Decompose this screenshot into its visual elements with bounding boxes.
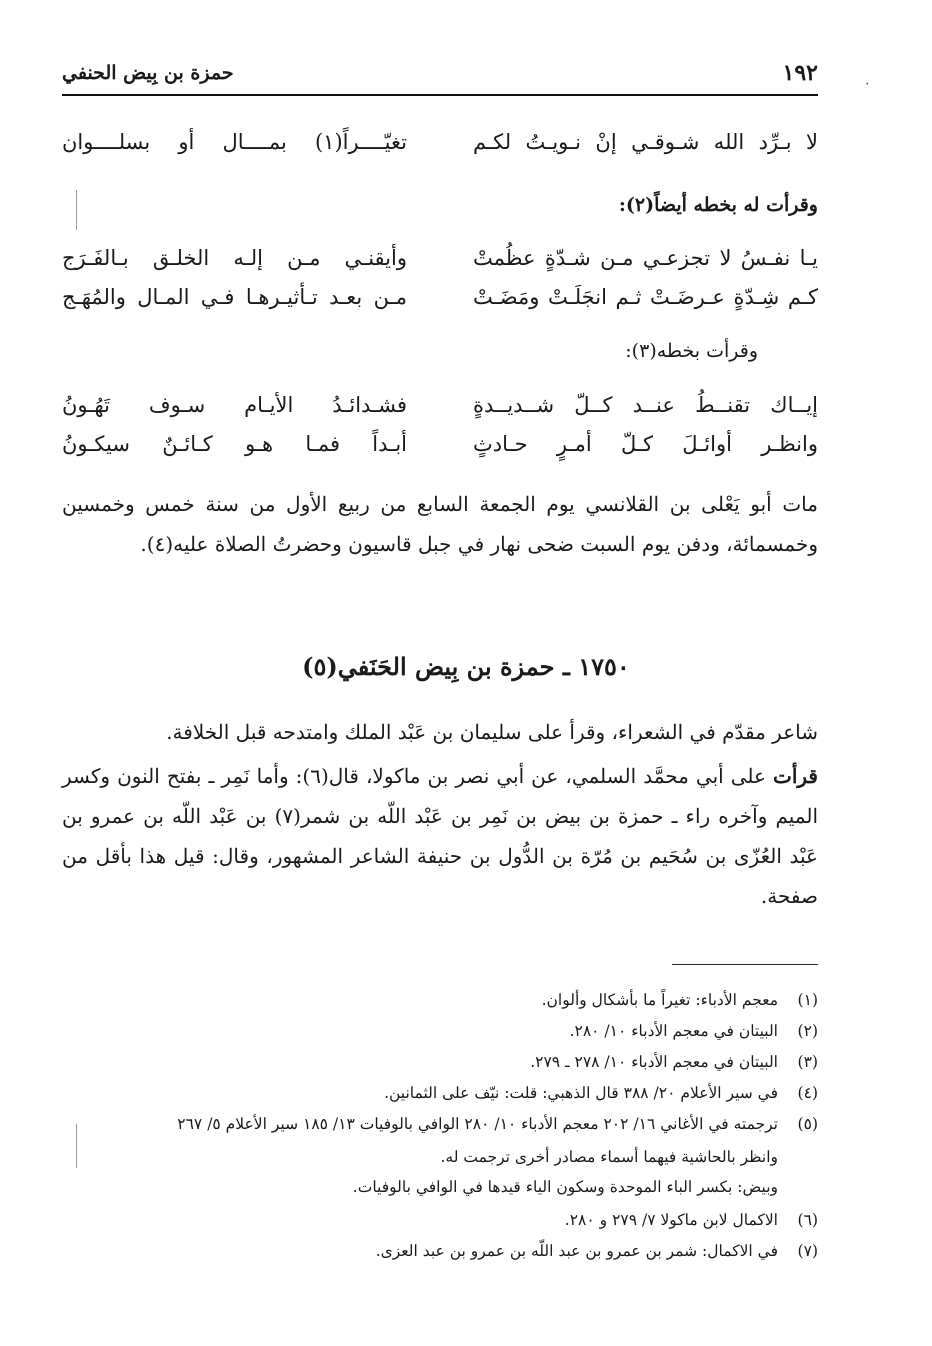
verse-hemistich-left: تغيّــــراً(١) بمــــال أو بسلــــوان [62,130,407,154]
verse-hemistich-right: وانظـر أوائـلَ كـلّ أمـرٍ حـادثٍ [473,432,818,456]
source-note-bold: وقرأت [766,194,818,216]
footnote-text: الاكمال لابن ماكولا ٧/ ٢٧٩ و ٢٨٠. [564,1211,778,1229]
poem1-verse [62,132,818,164]
footnote-separator [672,964,818,965]
poem2-verse-1 [62,248,818,280]
footnote-number: (٧) [797,1242,818,1260]
entry-intro-paragraph: شاعر مقدّم في الشعراء، وقرأ على سليمان بن عَبْد الملك وامتدحه قبل الخلافة. [166,720,818,744]
footnote-continuation [62,1145,778,1170]
verse-hemistich-right: كـم شِـدّةٍ عـرضَـتْ ثـم انجَلَـتْ ومَضَـتْ [473,285,818,309]
death-paragraph: مات أبو يَعْلى بن القلانسي يوم الجمعة السابع من ربيع الأول من سنة خمس وخمسين وخمسمائة، ودفن يوم السبت ضحى نهار في جبل قاسيون وحضرتُ الصلاة عليه(٤). [62,492,818,556]
source-note-2: وقرأت بخطه(٣): [625,340,758,362]
footnote-text: البيتان في معجم الأدباء ١٠/ ٢٨٠. [569,1022,778,1040]
footnote [62,1081,818,1106]
footnote-text: وبيض: بكسر الباء الموحدة وسكون الياء قيدها في الوافي بالوفيات. [352,1178,778,1196]
entry-body-paragraph [62,756,818,916]
footnote [62,1050,818,1075]
source-note-1 [619,194,818,216]
footnote-text: ترجمته في الأغاني ١٦/ ٢٠٢ معجم الأدباء ١٠/ ٢٨٠ الوافي بالوفيات ١٣/ ١٨٥ سير الأعلام ٥/ ٢٦٧ [177,1115,778,1133]
footnote-number: (٦) [797,1211,818,1229]
footnote [62,1208,818,1233]
footnote-number: (٣) [797,1053,818,1071]
verse-hemistich-right: لا بـرِّد الله شـوقـي إنْ نـويـتُ لكـم [473,130,818,154]
running-title: حمزة بن بِيض الحنفي [62,62,234,84]
footnote-number: (٤) [797,1084,818,1102]
footnote-continuation [62,1175,778,1200]
footnote-number: (١) [797,991,818,1009]
footnote-text: وانظر بالحاشية فيهما أسماء مصادر أخرى ترجمت له. [440,1148,778,1166]
footnote-text: في الاكمال: شمر بن عمرو بن عبد اللّه بن عمرو بن عبد العزى. [375,1242,778,1260]
footnote [62,1239,818,1264]
margin-line [76,190,77,230]
footnote [62,1112,818,1137]
poem3-verse-1 [62,395,818,427]
verse-hemistich-left: أبـداً فمـا هـو كـائـنٌ سيكـونُ [62,432,407,456]
poem2-verse-2 [62,287,818,319]
footnote-number: (٢) [797,1022,818,1040]
entry-heading: ١٧٥٠ ـ حمزة بن بِيض الحَنَفي(٥) [302,652,630,681]
verse-hemistich-left: مـن بعـد تـأثيـرهـا فـي المـال والمُهَـج [62,285,407,309]
poem3-verse-2 [62,434,818,466]
verse-hemistich-right: يـا نفـسُ لا تجزعـي مـن شـدّةٍ عظُمتْ [473,246,818,270]
footnote-text: في سير الأعلام ٢٠/ ٣٨٨ قال الذهبي: قلت: نيّف على الثمانين. [384,1084,778,1102]
verse-hemistich-right: إيــاك تقنــطُ عنــد كــلّ شــديــدةٍ [473,393,818,417]
footnote-number: (٥) [797,1115,818,1133]
footnote-text: البيتان في معجم الأدباء ١٠/ ٢٧٨ ـ ٢٧٩. [530,1053,778,1071]
footnote-text: معجم الأدباء: تغيراً ما بأشكال وألوان. [541,991,778,1009]
entry-body-text: على أبي محمَّد السلمي، عن أبي نصر بن ماكولا، قال(٦): وأما نَمِر ـ بفتح النون وكسر الميم وآخره راء ـ حمزة بن بيض بن نَمِر بن عَبْد اللّه بن شمر(٧) بن عَبْد اللّه بن عمرو بن عَبْد العُزّى بن سُحَيم بن مُرّة بن الدُّول بن حنيفة الشاعر المشهور، وقال: قيل هذا بأقل من صفحة. [62,764,819,908]
verse-hemistich-left: فشـدائـدُ الأيـام سـوف تَهُـونُ [62,393,407,417]
source-note-text: له بخطه أيضاً(٢): [618,194,767,216]
footnote [62,988,818,1013]
verse-hemistich-left: وأيقنـي مـن إلـه الخلـق بـالفَـرَج [62,246,407,270]
page-number: ١٩٢ [782,60,818,86]
page-header [62,58,818,96]
corner-mark: ٠ [864,76,871,90]
footnote [62,1019,818,1044]
entry-body-bold: قرأت [773,764,818,788]
margin-line [76,1124,77,1168]
